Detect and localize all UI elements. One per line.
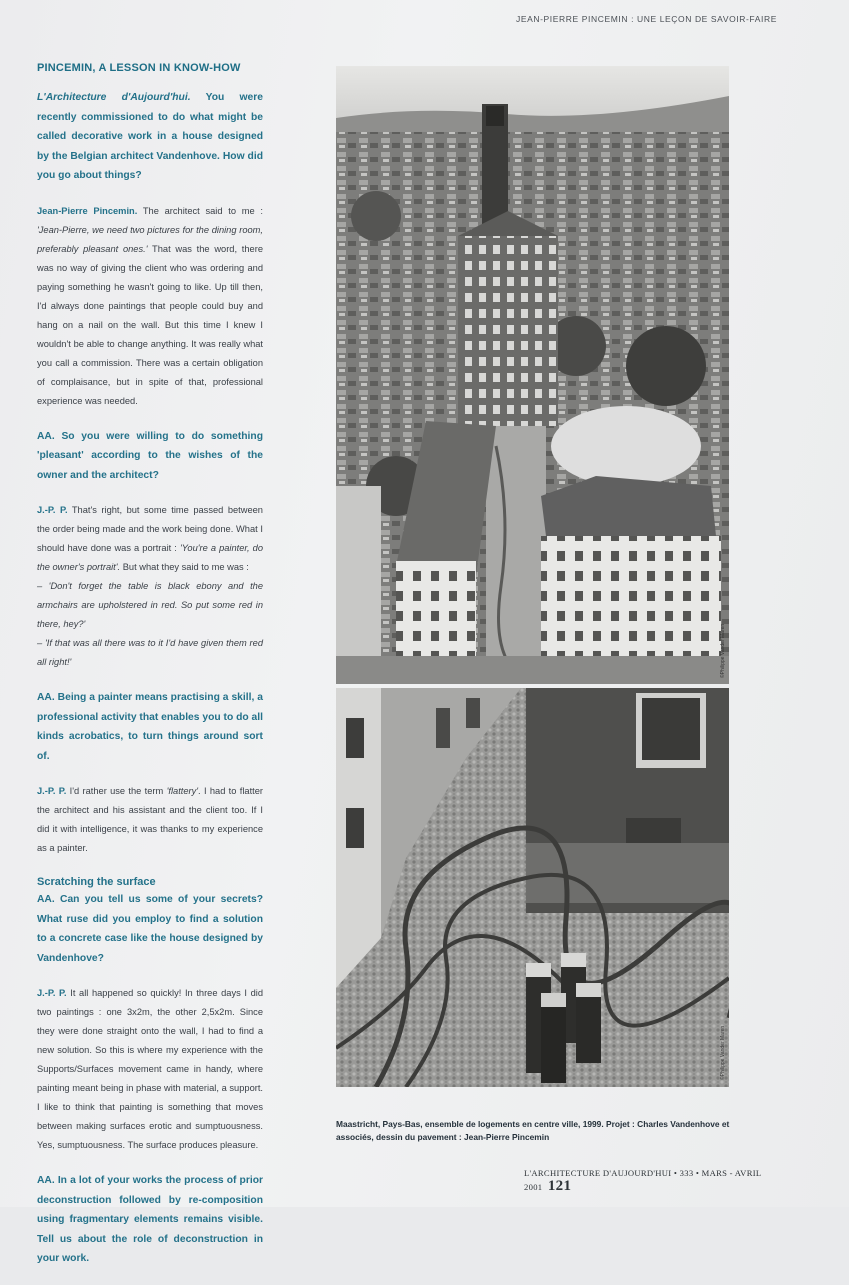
aerial-photo bbox=[336, 66, 729, 684]
pavement-photo bbox=[336, 688, 729, 1087]
answer-2-quote-1: 'You're a painter, do the owner's portrait'. bbox=[37, 543, 263, 572]
answer-2-quote-3: – 'If that was all there was to it I'd have given them red all right!' bbox=[37, 638, 263, 667]
answer-3-quote: 'flattery' bbox=[166, 786, 199, 796]
pavement-photo-image bbox=[336, 688, 729, 1087]
answer-2-speaker: J.-P. P. bbox=[37, 505, 68, 515]
question-4: AA. Can you tell us some of your secrets? What ruse did you employ to find a solution to a concrete case like the house designed by Vandenhove? bbox=[37, 894, 263, 964]
answer-3-post: . I had to flatter the architect and his assistant and the client too. If I did it with intelligence, it was thanks to my experience as a painter. bbox=[37, 786, 264, 853]
issue-info: • 333 • MARS - AVRIL 2001 bbox=[524, 1168, 762, 1192]
answer-3-pre: I'd rather use the term bbox=[66, 786, 167, 796]
answer-2-mid: But what they said to me was : bbox=[120, 562, 249, 572]
journal-name: L'ARCHITECTURE D'AUJOURD'HUI bbox=[524, 1168, 672, 1178]
answer-3 bbox=[37, 782, 263, 858]
answer-2-quote-2: – 'Don't forget the table is black ebony and the armchairs are upholstered in red. So put some red in there, hey?' bbox=[37, 581, 263, 629]
photo-credit-bottom: ©Philippe Vander Maren bbox=[720, 1025, 726, 1080]
answer-2-pre: That's right, but some time passed between the order being made and the work being done. What I should have done was a portrait : bbox=[37, 505, 263, 553]
question-source: L'Architecture d'Aujourd'hui. bbox=[37, 92, 191, 103]
aerial-photo-image bbox=[336, 66, 729, 684]
page-footer bbox=[524, 1168, 774, 1195]
answer-1-post: That was the word, there was no way of giving the client who was ordering and paying something he wasn't going to like. Up till then, I'd always done paintings that people could buy and hang on a nail on the wall. But this time I knew I wouldn't be able to change anything. It was really what you call a commission. There was a certain obligation of complaisance, but in spite of that, professional experience was needed. bbox=[37, 243, 263, 406]
answer-1 bbox=[37, 202, 263, 411]
answer-2 bbox=[37, 501, 263, 672]
question-3: AA. Being a painter means practising a skill, a professional activity that enables you to do all kinds acrobatics, to turn things around sort of. bbox=[37, 692, 264, 762]
question-1-text: You were recently commissioned to do what might be called decorative work in a house designed by the Belgian architect Vandenhove. How did you go about things? bbox=[37, 92, 263, 181]
running-head: JEAN-PIERRE PINCEMIN : UNE LEÇON DE SAVOIR-FAIRE bbox=[515, 14, 777, 24]
answer-1-quote: 'Jean-Pierre, we need two pictures for the dining room, preferably pleasant ones.' bbox=[37, 224, 263, 254]
section-subheading: Scratching the surface bbox=[37, 876, 156, 888]
photo-caption: Maastricht, Pays-Bas, ensemble de logements en centre ville, 1999. Projet : Charles Vandenhove et associés, dessin du pavement : Jean-Pierre Pincemin bbox=[336, 1119, 730, 1142]
article-column bbox=[37, 62, 263, 1285]
page-number: 121 bbox=[547, 1178, 572, 1194]
question-5: AA. In a lot of your works the process of prior deconstruction followed by re-composition using fragmentary elements remains visible. Tell us about the role of deconstruction in your work. bbox=[37, 1175, 263, 1264]
question-2: AA. So you were willing to do something 'pleasant' according to the wishes of the owner and the architect? bbox=[37, 430, 263, 481]
answer-3-speaker: J.-P. P. bbox=[37, 786, 67, 796]
answer-1-speaker: Jean-Pierre Pincemin. bbox=[37, 205, 138, 216]
answer-4 bbox=[37, 984, 263, 1155]
question-1 bbox=[37, 88, 263, 186]
answer-1-pre: The architect said to me : bbox=[142, 205, 263, 216]
answer-4-text: It all happened so quickly! In three days I did two paintings : one 3x2m, the other 2,5x2m. Since they were done straight onto the wall, I had to find a new solution. So this is where my experience with the Supports/Surfaces movement came in handy, where painting meant being in phase with material, a support. I like to think that painting is something that moves between making surfaces erotic and sumptuousness. Yes, sumptuousness. The surface produces pleasure. bbox=[37, 988, 263, 1150]
answer-4-speaker: J.-P. P. bbox=[37, 988, 67, 998]
photo-credit-top: ©Philippe Vander Maren bbox=[720, 623, 726, 678]
article-title: PINCEMIN, A LESSON IN KNOW-HOW bbox=[37, 62, 241, 74]
